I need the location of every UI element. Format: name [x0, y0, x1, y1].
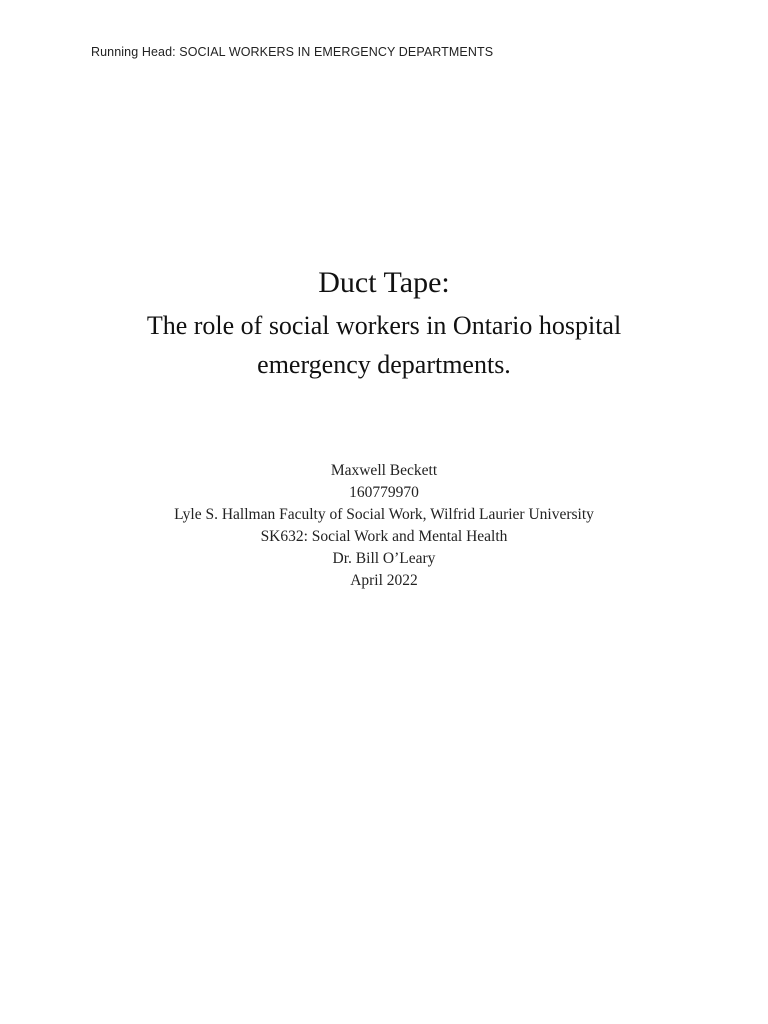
instructor: Dr. Bill O’Leary	[332, 550, 436, 567]
title-block	[0, 264, 768, 384]
institution: Lyle S. Hallman Faculty of Social Work, Wilfrid Laurier University	[174, 506, 594, 523]
subtitle-line-1: The role of social workers in Ontario hospital	[146, 311, 622, 340]
author-name: Maxwell Beckett	[330, 462, 438, 479]
student-id: 160779970	[349, 484, 419, 501]
document-subtitle	[0, 306, 768, 384]
author-block	[0, 460, 768, 592]
document-title: Duct Tape:	[318, 266, 450, 299]
subtitle-line-2: emergency departments.	[257, 350, 511, 379]
course: SK632: Social Work and Mental Health	[260, 528, 508, 545]
running-head: Running Head: SOCIAL WORKERS IN EMERGENCY DEPARTMENTS	[91, 45, 494, 59]
date: April 2022	[350, 572, 418, 589]
